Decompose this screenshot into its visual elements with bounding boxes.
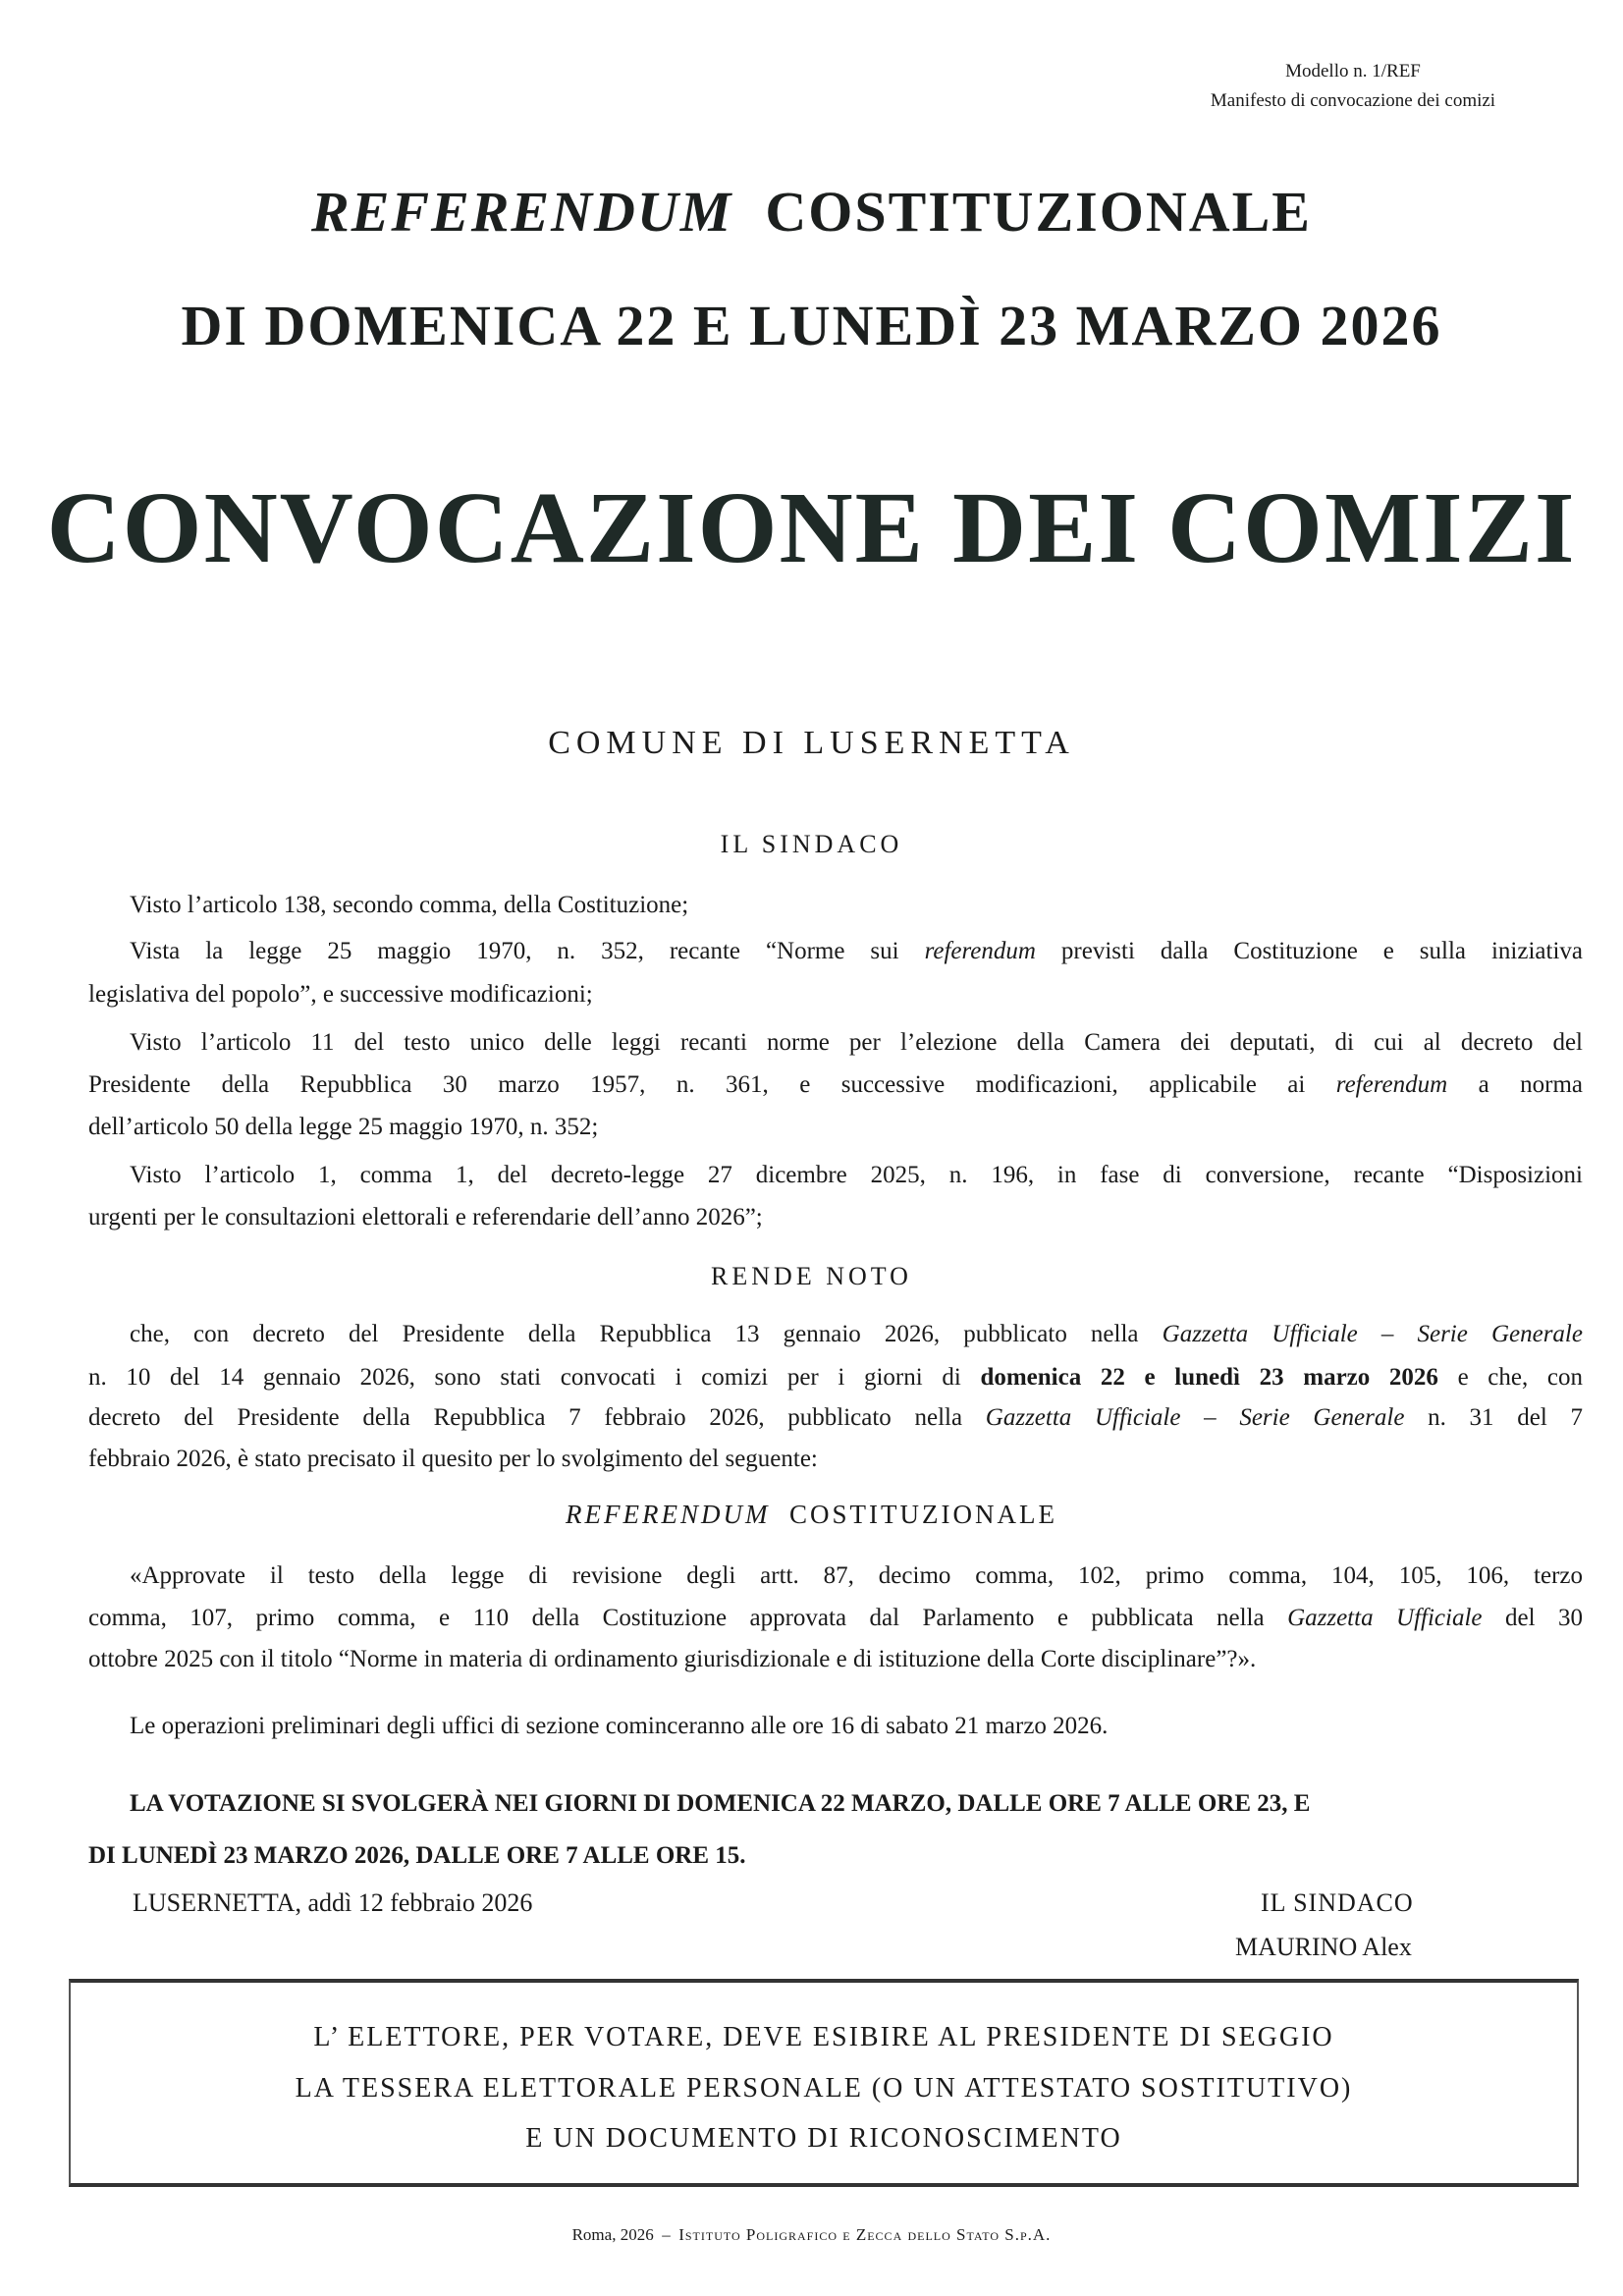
text-run: urgenti per le consultazioni elettorali e referendarie dell’anno 2026”;	[88, 1204, 763, 1230]
signature-title: IL SINDACO	[1261, 1888, 1414, 1917]
text-run: del 30	[1482, 1605, 1584, 1631]
title-referendum	[0, 179, 1623, 245]
consideration-3-line	[88, 1068, 1583, 1102]
text-run: n. 10 del 14 gennaio 2026, sono stati convocati i comizi per i giorni di	[88, 1364, 981, 1391]
footer-printer: Istituto Poligrafico e Zecca dello Stato S.p.A.	[678, 2225, 1052, 2244]
text-run: Presidente della Repubblica 30 marzo 1957, n. 361, e successive modificazioni, applicabile ai	[88, 1071, 1336, 1098]
italic-text: referendum	[1335, 1071, 1448, 1098]
italic-text: referendum	[924, 938, 1036, 964]
consideration-2-line	[130, 935, 1583, 968]
notice-line-3: E UN DOCUMENTO DI RICONOSCIMENTO	[525, 2123, 1122, 2154]
text-run: dell’articolo 50 della legge 25 maggio 1970, n. 352;	[88, 1114, 599, 1140]
text-run: ottobre 2025 con il titolo “Norme in materia di ordinamento giurisdizionale e di istituzione della Corte disciplinare”?».	[88, 1646, 1257, 1672]
title-referendum-rest: COSTITUZIONALE	[765, 180, 1312, 244]
consideration-3-line	[88, 1111, 1583, 1144]
text-run: che, con decreto del Presidente della Repubblica 13 gennaio 2026, pubblicato nella	[130, 1321, 1163, 1347]
announcement-line	[88, 1401, 1583, 1435]
text-run: a norma	[1447, 1071, 1583, 1098]
title-dates: DI DOMENICA 22 E LUNEDÌ 23 MARZO 2026	[181, 294, 1442, 357]
main-title: CONVOCAZIONE DEI COMIZI	[46, 471, 1577, 584]
preliminary-operations: Le operazioni preliminari degli uffici di sezione cominceranno alle ore 16 di sabato 21 marzo 2026.	[130, 1713, 1109, 1739]
voter-notice-box	[69, 1979, 1579, 2187]
voting-schedule-line-1: LA VOTAZIONE SI SVOLGERÀ NEI GIORNI DI DOMENICA 22 MARZO, DALLE ORE 7 ALLE ORE 23, E	[130, 1790, 1311, 1817]
bold-text: domenica 22 e lunedì 23 marzo 2026	[980, 1364, 1438, 1391]
italic-text: Gazzetta Ufficiale – Serie Generale	[985, 1404, 1405, 1431]
text-run: Vista la legge 25 maggio 1970, n. 352, recante “Norme sui	[130, 938, 925, 964]
consideration-1-line	[130, 889, 1583, 922]
model-number: Modello n. 1/REF	[1285, 61, 1421, 82]
text-run: «Approvate il testo della legge di revisione degli artt. 87, decimo comma, 102, primo comma, 104, 105, 106, terzo	[130, 1562, 1583, 1589]
notice-line-2: LA TESSERA ELETTORALE PERSONALE (O UN ATTESTATO SOSTITUTIVO)	[295, 2073, 1353, 2104]
document-type: Manifesto di convocazione dei comizi	[1210, 90, 1496, 111]
mayor-heading: IL SINDACO	[720, 830, 903, 858]
notice-line-1: L’ ELETTORE, PER VOTARE, DEVE ESIBIRE AL PRESIDENTE DI SEGGIO	[313, 2022, 1334, 2052]
footer-separator: –	[662, 2225, 671, 2244]
text-run: previsti dalla Costituzione e sulla iniziativa	[1035, 938, 1583, 964]
announcement-line	[88, 1443, 1583, 1476]
referendum-heading-rest: COSTITUZIONALE	[788, 1500, 1057, 1529]
question-line	[88, 1602, 1583, 1635]
consideration-3-line	[130, 1026, 1583, 1060]
text-run: e che, con	[1437, 1364, 1583, 1391]
question-line	[130, 1559, 1583, 1593]
text-run: comma, 107, primo comma, e 110 della Costituzione approvata dal Parlamento e pubblicata nella	[88, 1605, 1288, 1631]
text-run: n. 31 del 7	[1404, 1404, 1583, 1431]
printer-footer	[0, 2225, 1623, 2245]
consideration-4-line	[130, 1159, 1583, 1192]
text-run: febbraio 2026, è stato precisato il quesito per lo svolgimento del seguente:	[88, 1446, 818, 1472]
text-run: Visto l’articolo 11 del testo unico delle leggi recanti norme per l’elezione della Camera dei deputati, di cui al decreto del	[130, 1029, 1583, 1056]
announce-heading: RENDE NOTO	[711, 1262, 912, 1290]
consideration-2-line	[88, 978, 1583, 1011]
text-run: Visto l’articolo 138, secondo comma, della Costituzione;	[130, 892, 689, 918]
italic-text: Gazzetta Ufficiale – Serie Generale	[1162, 1321, 1583, 1347]
announcement-line	[88, 1361, 1583, 1394]
referendum-heading	[0, 1500, 1623, 1530]
footer-place-year: Roma, 2026	[571, 2225, 654, 2244]
text-run: legislativa del popolo”, e successive modificazioni;	[88, 981, 593, 1008]
title-referendum-italic: REFERENDUM	[311, 180, 733, 244]
signature-name: MAURINO Alex	[1235, 1933, 1412, 1961]
place-date: LUSERNETTA, addì 12 febbraio 2026	[133, 1888, 533, 1917]
consideration-4-line	[88, 1201, 1583, 1234]
municipality-heading: COMUNE DI LUSERNETTA	[548, 725, 1075, 761]
referendum-heading-italic: REFERENDUM	[566, 1500, 771, 1529]
voting-schedule-line-2: DI LUNEDÌ 23 MARZO 2026, DALLE ORE 7 ALLE ORE 15.	[88, 1842, 746, 1869]
italic-text: Gazzetta Ufficiale	[1287, 1605, 1483, 1631]
announcement-line	[130, 1318, 1583, 1351]
text-run: decreto del Presidente della Repubblica 7 febbraio 2026, pubblicato nella	[88, 1404, 986, 1431]
text-run: Visto l’articolo 1, comma 1, del decreto-legge 27 dicembre 2025, n. 196, in fase di conversione, recante “Disposizioni	[130, 1162, 1583, 1188]
question-line	[88, 1643, 1583, 1676]
